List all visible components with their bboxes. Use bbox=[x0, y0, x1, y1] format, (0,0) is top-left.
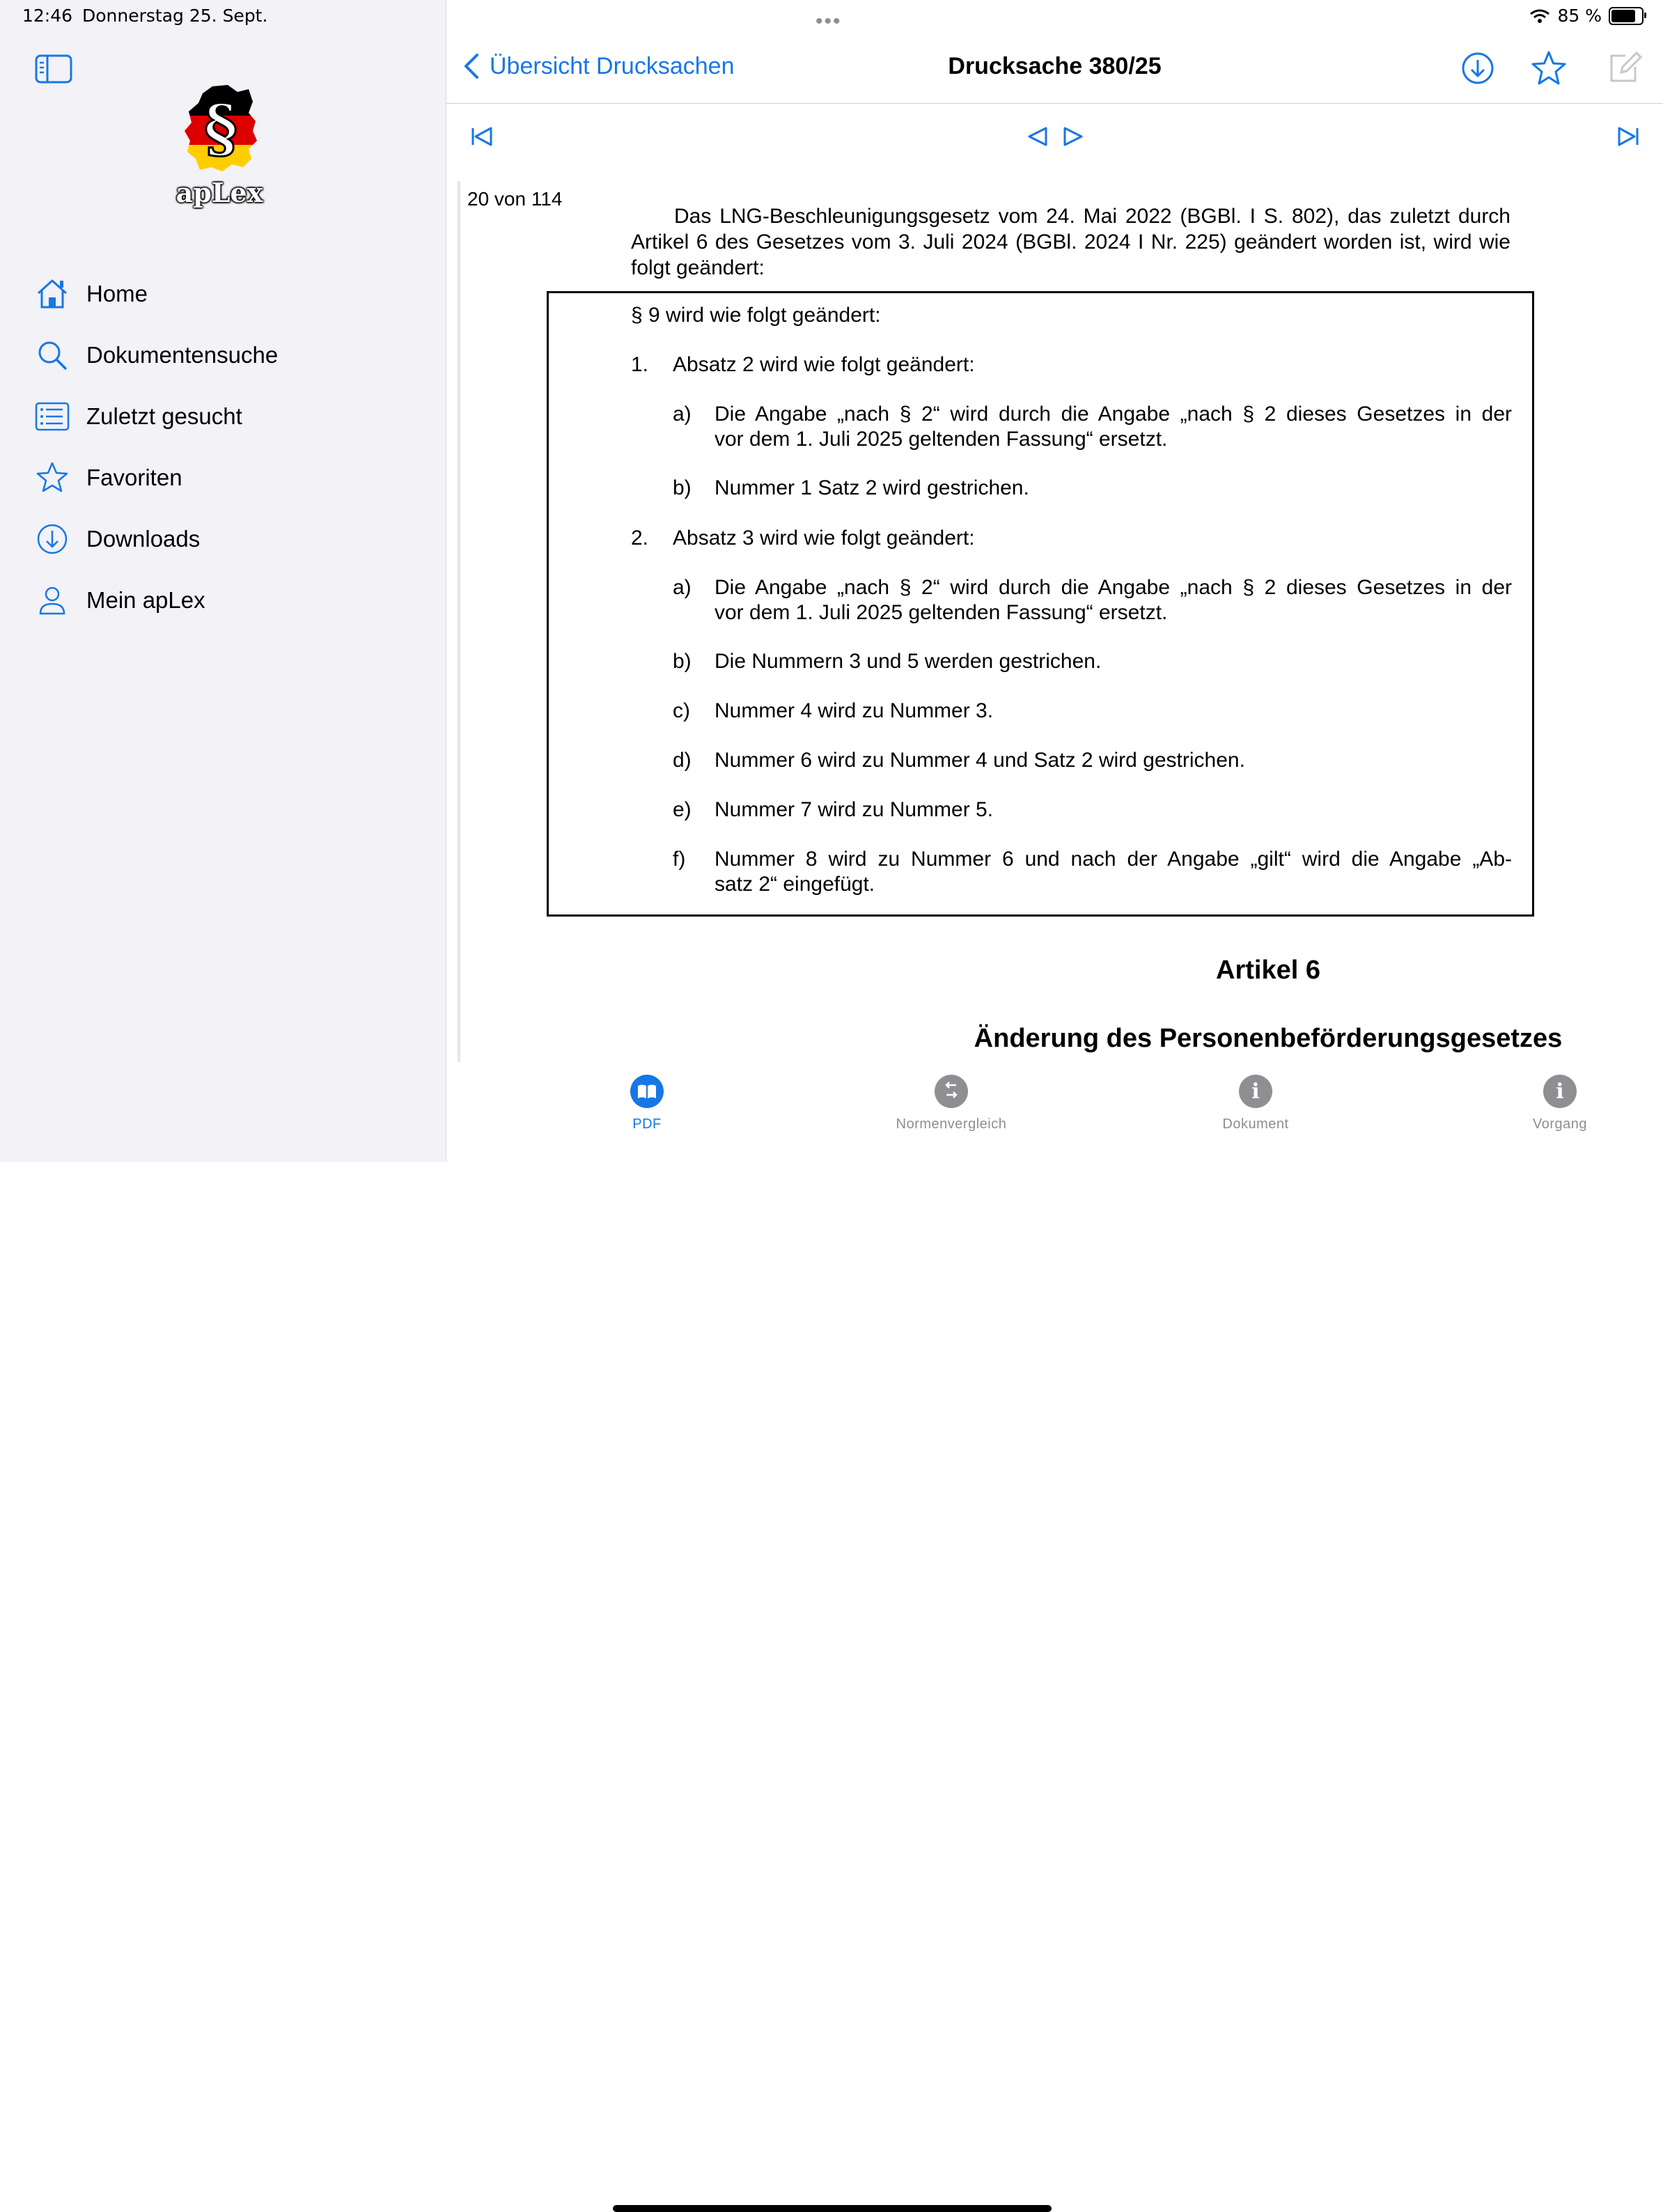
list-letter: b) bbox=[673, 476, 692, 499]
sidebar-nav bbox=[0, 263, 446, 631]
list-item-text: vor dem 1. Juli 2025 geltenden Fassung“ ersetzt. bbox=[715, 601, 1168, 624]
sidebar-item-label: Downloads bbox=[86, 526, 201, 552]
sidebar-item-label: Home bbox=[86, 281, 148, 306]
list-letter: c) bbox=[673, 699, 690, 722]
tab-label: PDF bbox=[632, 1116, 662, 1132]
list-letter: a) bbox=[673, 403, 692, 426]
tab-label: Dokument bbox=[1222, 1116, 1289, 1132]
sidebar-item-label: Favoriten bbox=[86, 465, 182, 490]
skip-forward-icon bbox=[1609, 118, 1646, 155]
tab-normenvergleich[interactable] bbox=[847, 1075, 1056, 1132]
list-letter: a) bbox=[673, 576, 692, 599]
list-item-text: Nummer 7 wird zu Nummer 5. bbox=[715, 798, 994, 821]
sidebar-item-label: Dokumentensuche bbox=[86, 342, 279, 368]
next-page-button[interactable] bbox=[1055, 118, 1091, 155]
tab-dokument[interactable] bbox=[1151, 1075, 1360, 1132]
list-letter: e) bbox=[673, 798, 692, 821]
last-page-button[interactable] bbox=[1609, 118, 1646, 155]
sidebar-toggle-icon[interactable] bbox=[35, 54, 72, 84]
tab-vorgang[interactable] bbox=[1455, 1075, 1663, 1132]
page-title: Drucksache 380/25 bbox=[948, 53, 1162, 79]
person-icon bbox=[35, 583, 70, 618]
list-number: 1. bbox=[631, 353, 649, 376]
battery-icon bbox=[1609, 7, 1644, 25]
triangle-right-icon bbox=[1055, 118, 1091, 155]
sidebar-item-favoriten[interactable] bbox=[0, 447, 446, 508]
skip-back-icon bbox=[464, 118, 501, 155]
list-letter: b) bbox=[673, 650, 692, 673]
compose-icon bbox=[1605, 49, 1644, 88]
intro-paragraph: Das LNG-Beschleunigungsgesetz vom 24. Mai 2022 (BGBl. I S. 802), das zuletzt durch Artikel 6 des Gesetzes vom 3. Juli 2024 (BGBl. 2024 I Nr. 225) geändert worden ist, wird wie folgt geändert: bbox=[631, 205, 1510, 279]
tab-pdf[interactable] bbox=[542, 1075, 751, 1132]
page-indicator: 20 von 114 bbox=[467, 188, 563, 210]
book-icon bbox=[630, 1075, 664, 1108]
status-date: Donnerstag 25. Sept. bbox=[82, 6, 268, 26]
list-letter: d) bbox=[673, 749, 692, 772]
list-item-text: Die Angabe „nach § 2“ wird durch die Angabe „nach § 2 dieses Gesetzes in der bbox=[715, 403, 1512, 426]
page-navigation bbox=[446, 118, 1663, 157]
back-label: Übersicht Drucksachen bbox=[490, 52, 735, 79]
list-letter: f) bbox=[673, 848, 686, 871]
list-item-text: Absatz 2 wird wie folgt geändert: bbox=[673, 353, 975, 376]
sidebar-item-home[interactable] bbox=[0, 263, 446, 325]
previous-page-button[interactable] bbox=[1020, 118, 1056, 155]
list-item-text: Nummer 4 wird zu Nummer 3. bbox=[715, 699, 994, 722]
sidebar-item-mein-aplex[interactable] bbox=[0, 570, 446, 631]
svg-text:§: § bbox=[203, 91, 238, 166]
search-icon bbox=[35, 338, 70, 373]
download-icon bbox=[1458, 49, 1497, 88]
list-item-text: Die Angabe „nach § 2“ wird durch die Angabe „nach § 2 dieses Gesetzes in der bbox=[715, 576, 1512, 599]
germany-map-icon bbox=[171, 82, 268, 180]
list-item-text: Absatz 3 wird wie folgt geändert: bbox=[673, 527, 975, 550]
article-title: Änderung des Personenbeförderungsgesetzes bbox=[974, 1024, 1563, 1053]
list-item-text: Nummer 8 wird zu Nummer 6 und nach der Angabe „gilt“ wird die Angabe „Ab- bbox=[715, 848, 1512, 871]
article-heading: Artikel 6 bbox=[1216, 956, 1320, 985]
tab-bar bbox=[446, 1062, 1663, 1162]
amendment-box bbox=[547, 291, 1534, 917]
sidebar-item-label: Mein apLex bbox=[86, 587, 205, 613]
sidebar-item-dokumentensuche[interactable] bbox=[0, 325, 446, 386]
multitasking-dots[interactable]: ••• bbox=[815, 10, 842, 33]
aplex-logo bbox=[171, 82, 268, 215]
triangle-left-icon bbox=[1020, 118, 1056, 155]
list-item-text: satz 2“ eingefügt. bbox=[715, 873, 875, 896]
compare-arrows-icon bbox=[935, 1075, 968, 1108]
wifi-icon bbox=[1529, 8, 1550, 24]
home-indicator[interactable] bbox=[613, 2205, 1052, 2212]
first-page-button[interactable] bbox=[464, 118, 501, 155]
download-icon bbox=[35, 522, 70, 556]
list-number: 2. bbox=[631, 527, 649, 550]
battery-percent: 85 % bbox=[1557, 6, 1602, 26]
sidebar-item-label: Zuletzt gesucht bbox=[86, 403, 242, 429]
home-icon bbox=[35, 276, 70, 311]
info-icon: i bbox=[1239, 1075, 1272, 1108]
main-panel bbox=[446, 0, 1663, 1162]
list-item-text: vor dem 1. Juli 2025 geltenden Fassung“ ersetzt. bbox=[715, 428, 1168, 451]
info-icon: i bbox=[1543, 1075, 1577, 1108]
header-divider bbox=[446, 103, 1663, 104]
tab-label: Vorgang bbox=[1532, 1116, 1587, 1132]
tab-label: Normenvergleich bbox=[896, 1116, 1007, 1132]
status-time: 12:46 bbox=[22, 6, 73, 26]
star-icon bbox=[1529, 49, 1568, 88]
edit-button[interactable] bbox=[1605, 49, 1644, 88]
list-item-text: Nummer 6 wird zu Nummer 4 und Satz 2 wird gestrichen. bbox=[715, 749, 1245, 772]
favorite-button[interactable] bbox=[1529, 49, 1568, 88]
sidebar-item-zuletzt-gesucht[interactable] bbox=[0, 386, 446, 447]
sidebar-item-downloads[interactable] bbox=[0, 508, 446, 570]
sidebar bbox=[0, 0, 446, 1162]
list-item-text: Nummer 1 Satz 2 wird gestrichen. bbox=[715, 476, 1029, 499]
download-button[interactable] bbox=[1458, 49, 1497, 88]
logo-text: apLex bbox=[175, 177, 263, 208]
pdf-viewer[interactable] bbox=[458, 181, 1663, 1062]
star-icon bbox=[35, 460, 70, 495]
list-item-text: Die Nummern 3 und 5 werden gestrichen. bbox=[715, 650, 1102, 673]
box-heading: § 9 wird wie folgt geändert: bbox=[631, 304, 881, 327]
status-right bbox=[1529, 6, 1644, 26]
list-icon bbox=[35, 399, 70, 434]
